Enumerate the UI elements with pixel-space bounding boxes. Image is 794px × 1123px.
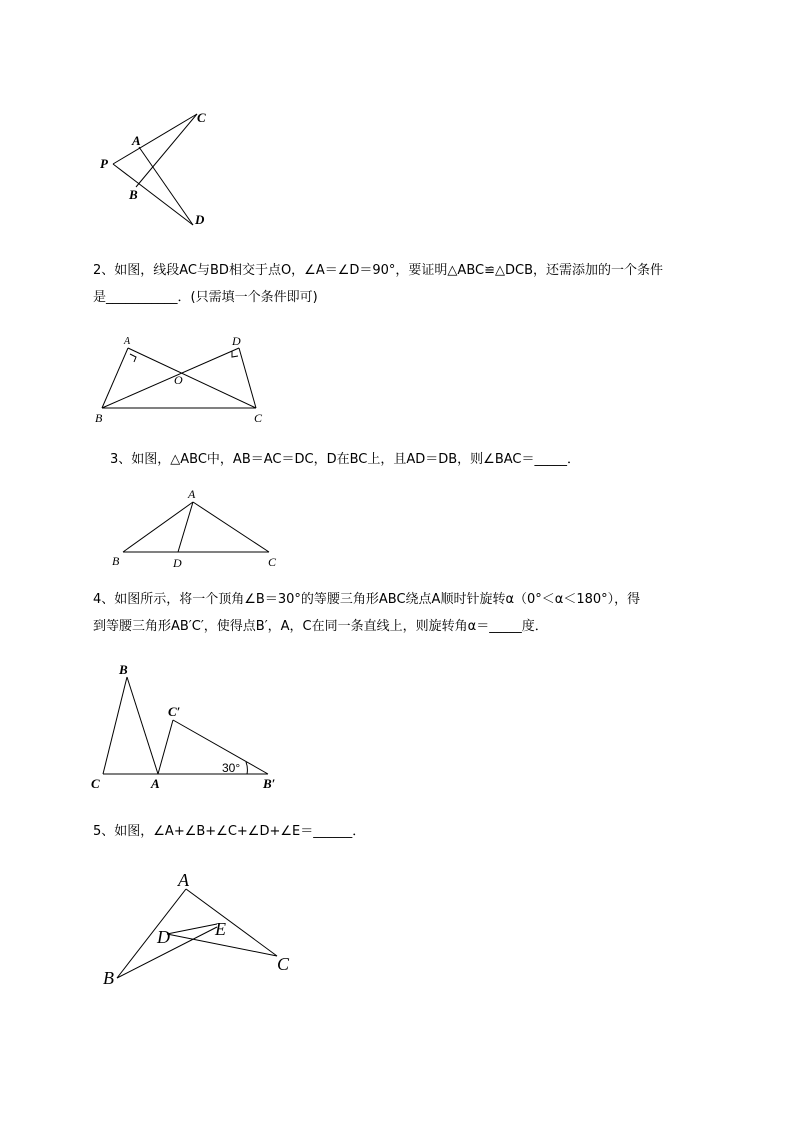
label-d: D — [173, 556, 182, 570]
label-c: C — [254, 411, 263, 425]
label-b: B — [95, 411, 103, 425]
question-4-line-2: 到等腰三角形AB′C′，使得点B′，A，C在同一条直线上，则旋转角α＝_____度． — [93, 619, 548, 634]
question-3: 3、如图，△ABC中，AB＝AC＝DC，D在BC上，且AD＝DB，则∠BAC＝_____． — [110, 452, 580, 467]
label-c: C — [197, 110, 206, 125]
figure-4-lines — [103, 677, 268, 774]
label-b-prime: B′ — [263, 776, 276, 791]
label-b: B — [119, 662, 128, 677]
figure-5-lines — [117, 889, 277, 978]
figure-2 — [90, 330, 280, 428]
question-4-line-1: 4、如图所示，将一个顶角∠B＝30°的等腰三角形ABC绕点A顺时针旋转α（0°＜α＜180°），得 — [93, 592, 641, 607]
label-c: C — [91, 776, 100, 791]
label-c: C — [268, 555, 277, 569]
label-d: D — [195, 212, 205, 227]
label-b: B — [112, 554, 120, 568]
label-a: A — [188, 487, 196, 501]
label-a: A — [178, 870, 189, 890]
label-d: D — [157, 927, 170, 947]
label-c-prime: C′ — [168, 704, 181, 719]
figure-1 — [95, 105, 225, 235]
figure-5 — [95, 865, 305, 995]
label-b: B — [103, 968, 114, 988]
question-2-line-1: 2、如图，线段AC与BD相交于点O，∠A＝∠D＝90°，要证明△ABC≌△DCB，还需添加的一个条件 — [93, 263, 663, 278]
figure-4 — [85, 658, 295, 793]
label-b: B — [129, 187, 138, 202]
label-c: C — [277, 954, 290, 974]
label-a: A — [151, 776, 160, 791]
figure-3 — [105, 485, 285, 573]
label-p: P — [100, 156, 108, 171]
label-a: A — [124, 336, 131, 347]
angle-30-label: 30° — [222, 761, 241, 775]
label-a: A — [132, 133, 141, 148]
label-d: D — [232, 334, 241, 348]
figure-3-lines — [123, 502, 269, 552]
question-5: 5、如图，∠A+∠B+∠C+∠D+∠E＝______． — [93, 824, 366, 839]
question-2-line-2: 是___________．(只需填一个条件即可) — [93, 290, 318, 305]
label-e: E — [215, 919, 226, 939]
label-o: O — [174, 373, 183, 387]
figure-1-lines — [113, 114, 197, 225]
